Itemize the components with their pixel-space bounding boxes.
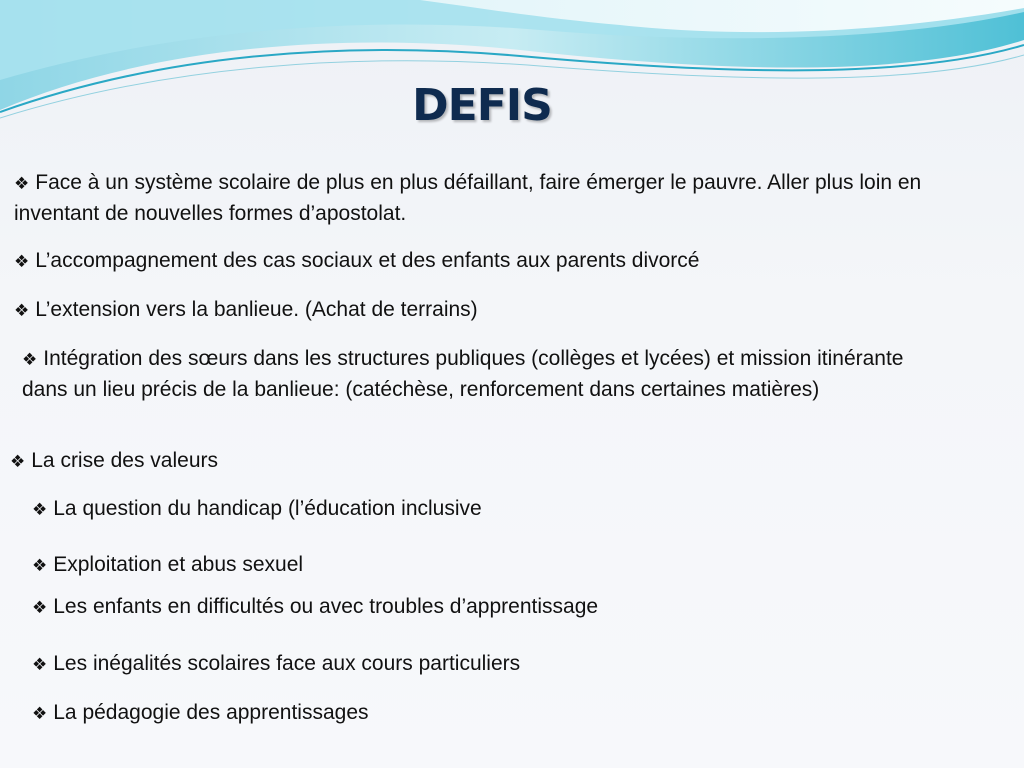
- bullet-item: [14, 168, 974, 229]
- bullet-text: L’extension vers la banlieue. (Achat de terrains): [35, 298, 478, 321]
- slide-title-text: DEFIS: [412, 80, 552, 131]
- bullet-text: L’accompagnement des cas sociaux et des enfants aux parents divorcé: [35, 249, 700, 272]
- diamond-bullet-icon: ❖: [14, 301, 30, 321]
- diamond-bullet-icon: ❖: [14, 252, 30, 272]
- bullet-item: [32, 592, 992, 623]
- bullet-text: Les inégalités scolaires face aux cours particuliers: [53, 652, 521, 675]
- slide-title: [0, 80, 964, 131]
- diamond-bullet-icon: ❖: [32, 655, 48, 675]
- bullet-text: Face à un système scolaire de plus en plus défaillant, faire émerger le pauvre. Aller plus loin en inventant de nouvelles formes d’apostolat.: [14, 171, 922, 225]
- diamond-bullet-icon: ❖: [32, 500, 48, 520]
- diamond-bullet-icon: ❖: [32, 704, 48, 724]
- diamond-bullet-icon: ❖: [22, 350, 38, 370]
- bullet-text: La crise des valeurs: [31, 449, 219, 472]
- bullet-item: [14, 295, 974, 326]
- bullet-item: [10, 446, 970, 477]
- bullet-item: [32, 698, 992, 729]
- bullet-text: Exploitation et abus sexuel: [53, 553, 304, 576]
- diamond-bullet-icon: ❖: [32, 598, 48, 618]
- bullet-item: [22, 344, 922, 405]
- diamond-bullet-icon: ❖: [14, 174, 30, 194]
- bullet-text: Intégration des sœurs dans les structures publiques (collèges et lycées) et mission itinérante dans un lieu précis de la banlieue: (catéchèse, renforcement dans certaines matières): [22, 347, 904, 401]
- bullet-item: [32, 649, 992, 680]
- diamond-bullet-icon: ❖: [32, 556, 48, 576]
- bullet-text: La question du handicap (l’éducation inclusive: [53, 497, 482, 520]
- bullet-item: [14, 246, 974, 277]
- bullet-item: [32, 494, 992, 525]
- bullet-item: [32, 550, 992, 581]
- diamond-bullet-icon: ❖: [10, 452, 26, 472]
- bullet-text: Les enfants en difficultés ou avec troubles d’apprentissage: [53, 595, 599, 618]
- bullet-text: La pédagogie des apprentissages: [53, 701, 369, 724]
